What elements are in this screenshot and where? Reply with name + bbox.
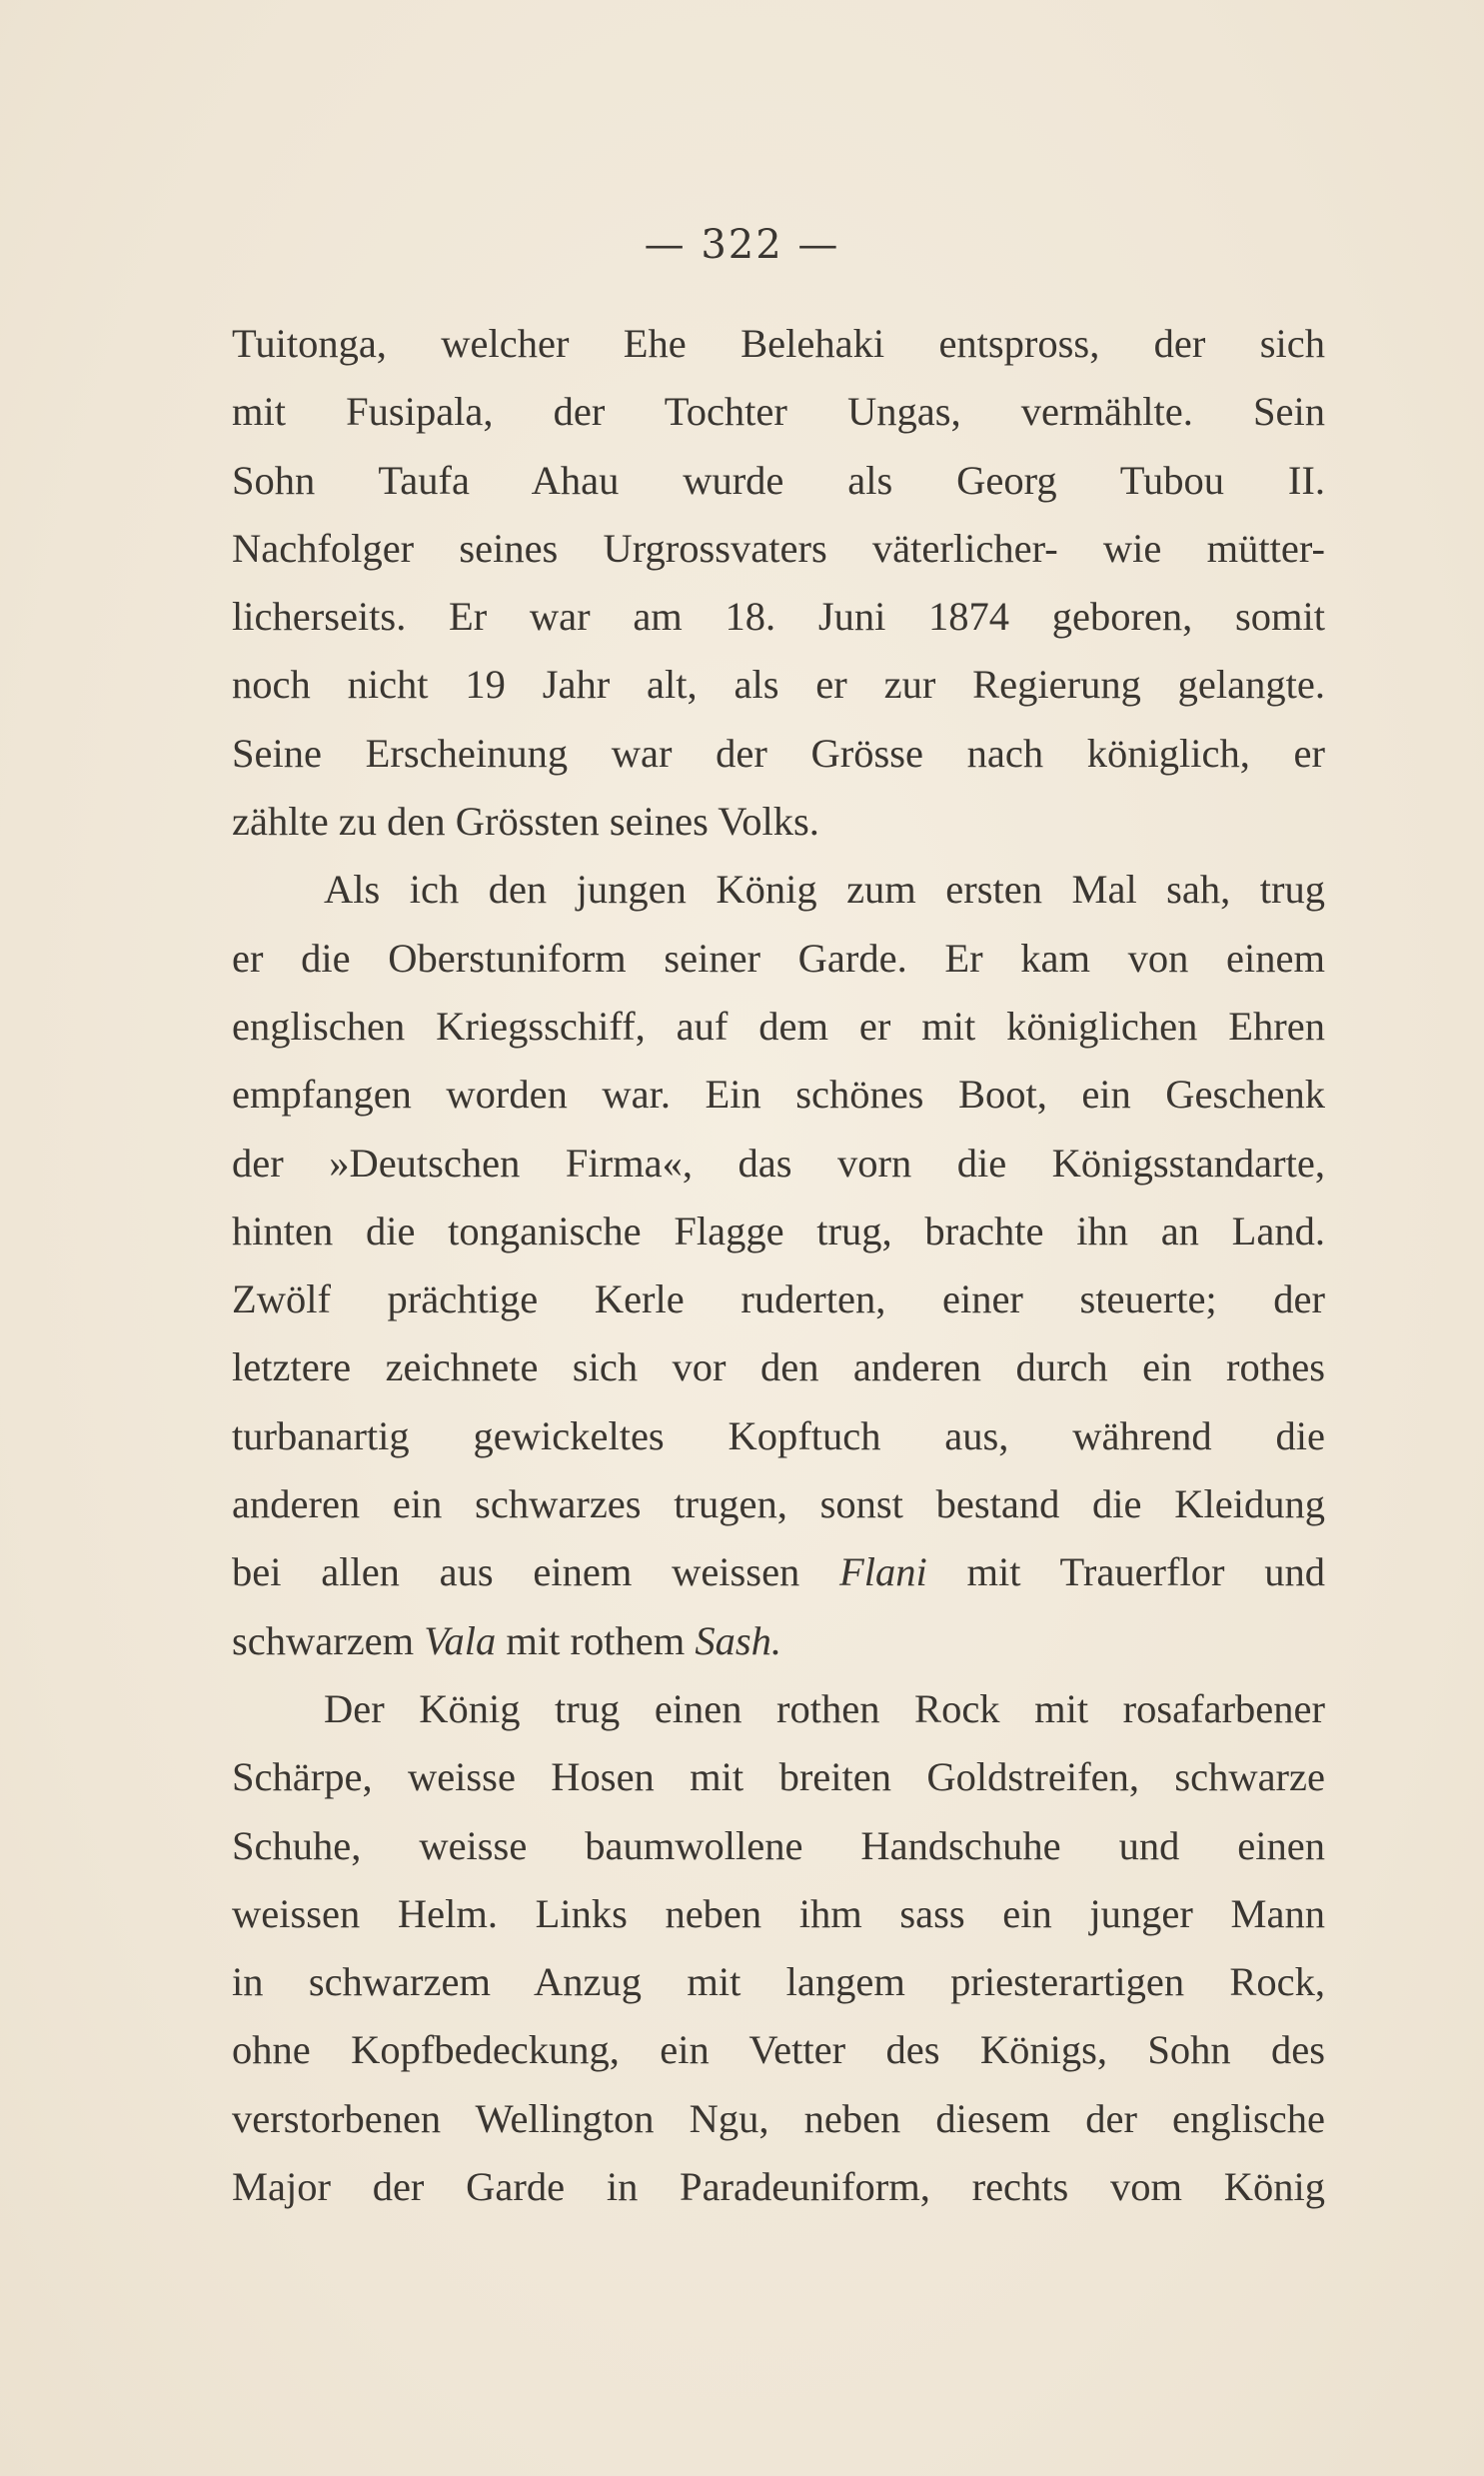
text-line: licherseits. Er war am 18. Juni 1874 geboren, somit <box>232 594 1325 640</box>
italic-term: Sash. <box>695 1617 782 1663</box>
text-line <box>232 1607 1325 1675</box>
text-line: englischen Kriegsschiff, auf dem er mit königlichen Ehren <box>232 1003 1325 1049</box>
text-segment: mit rothem <box>496 1617 696 1663</box>
text-line: in schwarzem Anzug mit langem priesterartigen Rock, <box>232 1959 1325 2005</box>
page-number: — 322 — <box>644 222 840 268</box>
text-line: er die Oberstuniform seiner Garde. Er kam von einem <box>232 935 1325 981</box>
text-line: turbanartig gewickeltes Kopftuch aus, während die <box>232 1412 1325 1458</box>
italic-term: Vala <box>424 1617 497 1663</box>
italic-term: Flani <box>839 1549 927 1595</box>
text-line: Als ich den jungen König zum ersten Mal sah, trug <box>324 867 1325 913</box>
text-line: Nachfolger seines Urgrossvaters väterlicher- wie mütter- <box>232 525 1325 571</box>
text-line: Tuitonga, welcher Ehe Belehaki entspross, der sich <box>232 321 1325 366</box>
text-line: Der König trug einen rothen Rock mit rosafarbener <box>324 1685 1325 1731</box>
text-line: Major der Garde in Paradeuniform, rechts vom König <box>232 2164 1325 2210</box>
body-text <box>232 310 1325 2221</box>
text-line: der »Deutschen Firma«, das vorn die Königsstandarte, <box>232 1140 1325 1186</box>
text-line <box>232 1538 1325 1606</box>
paragraph-1 <box>232 310 1325 856</box>
text-segment: schwarzem <box>232 1617 425 1663</box>
text-line: anderen ein schwarzes trugen, sonst bestand die Kleidung <box>232 1481 1325 1527</box>
text-line: zählte zu den Grössten seines Volks. <box>232 799 819 845</box>
text-segment: bei allen aus einem weissen <box>232 1549 840 1595</box>
text-line: Sohn Taufa Ahau wurde als Georg Tubou II. <box>232 457 1325 503</box>
text-segment: mit Trauerflor und <box>926 1549 1325 1595</box>
text-line: hinten die tonganische Flagge trug, brachte ihn an Land. <box>232 1208 1325 1253</box>
text-line: Schärpe, weisse Hosen mit breiten Goldstreifen, schwarze <box>232 1754 1325 1800</box>
text-line: Seine Erscheinung war der Grösse nach königlich, er <box>232 730 1325 776</box>
text-line: Zwölf prächtige Kerle ruderten, einer steuerte; der <box>232 1276 1325 1322</box>
text-line: noch nicht 19 Jahr alt, als er zur Regierung gelangte. <box>232 662 1325 708</box>
text-line: empfangen worden war. Ein schönes Boot, ein Geschenk <box>232 1072 1325 1118</box>
text-line: verstorbenen Wellington Ngu, neben diesem der englische <box>232 2095 1325 2141</box>
paragraph-3 <box>232 1675 1325 2221</box>
paragraph-2 <box>232 856 1325 1675</box>
text-line: letztere zeichnete sich vor den anderen durch ein rothes <box>232 1344 1325 1390</box>
text-line: Schuhe, weisse baumwollene Handschuhe und einen <box>232 1822 1325 1868</box>
text-line: mit Fusipala, der Tochter Ungas, vermählte. Sein <box>232 389 1325 435</box>
text-line: weissen Helm. Links neben ihm sass ein junger Mann <box>232 1890 1325 1936</box>
text-line: ohne Kopfbedeckung, ein Vetter des Königs, Sohn des <box>232 2027 1325 2073</box>
